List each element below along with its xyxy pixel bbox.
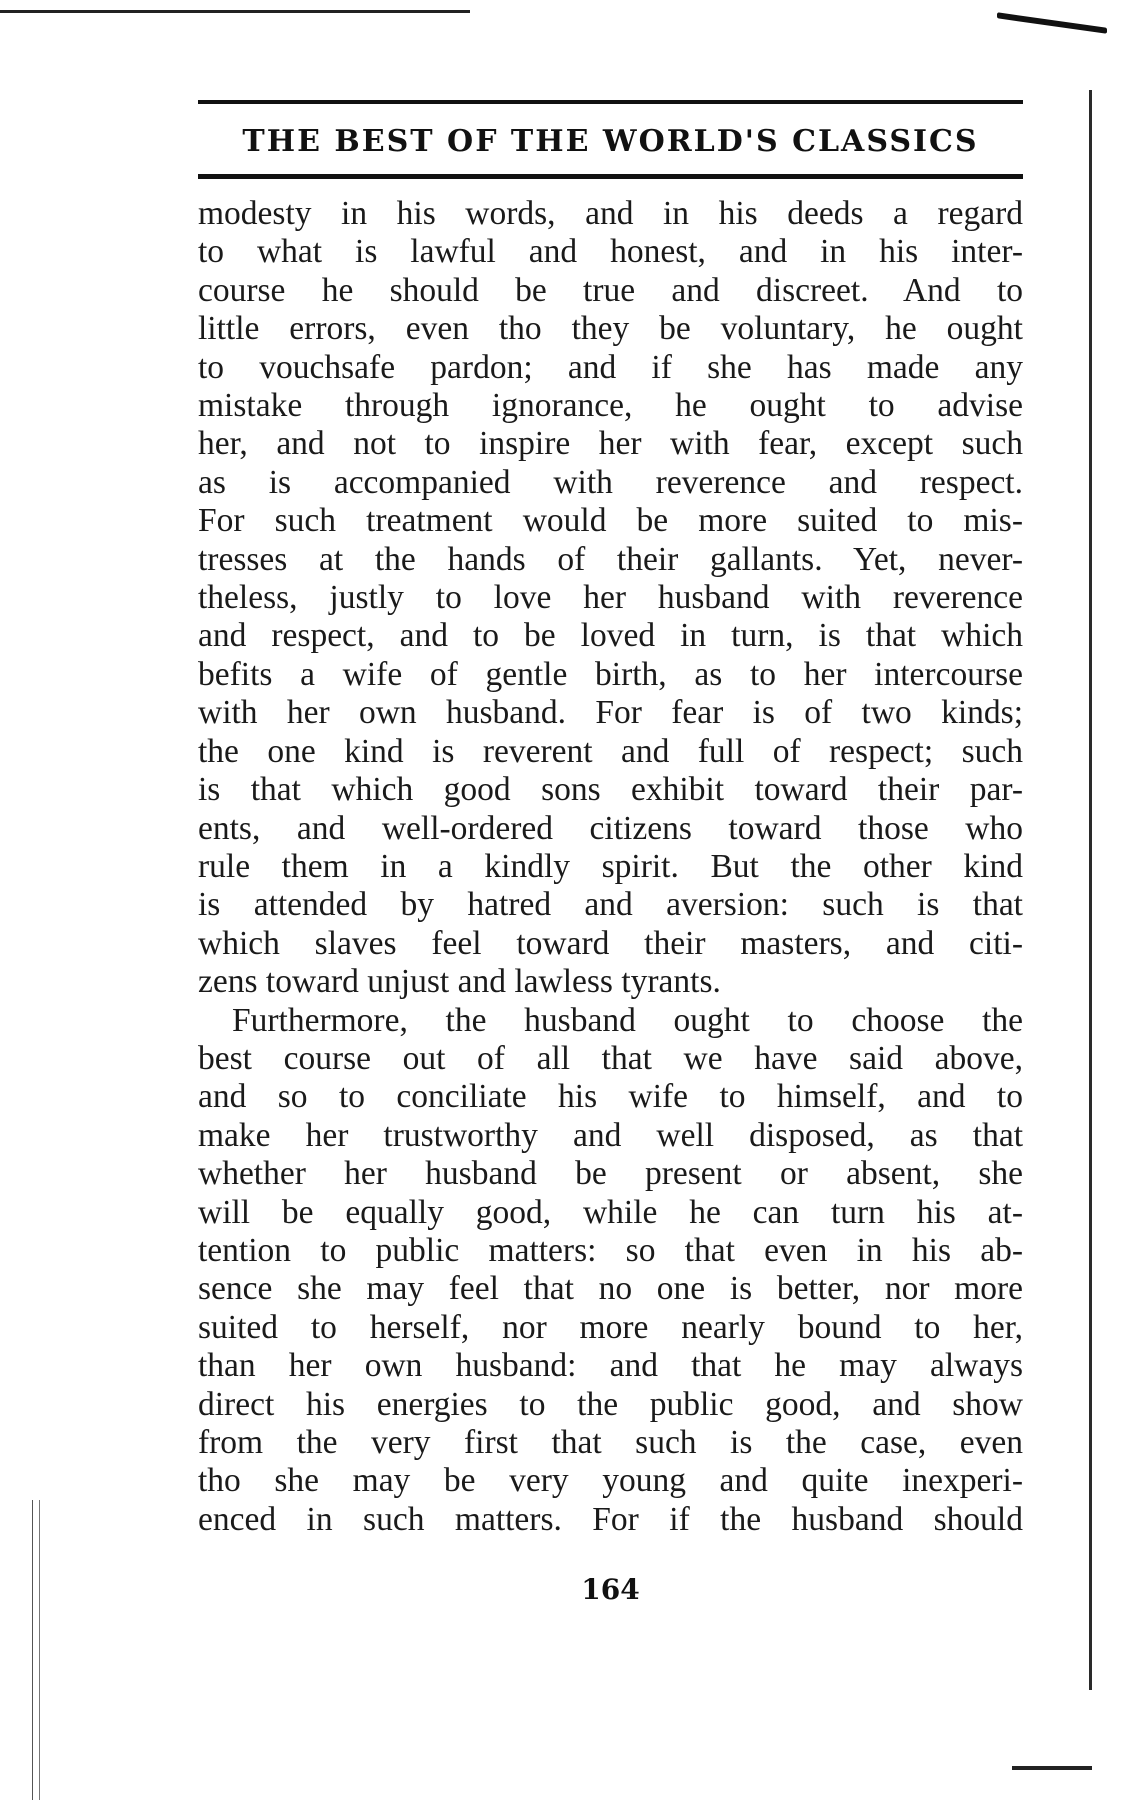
text-line: tresses at the hands of their gallants. Yet, never- xyxy=(198,540,1023,578)
text-line: her, and not to inspire her with fear, except such xyxy=(198,425,1023,463)
text-line: the one kind is reverent and full of respect; such xyxy=(198,732,1023,770)
text-line: befits a wife of gentle birth, as to her intercourse xyxy=(198,655,1023,693)
text-line: sence she may feel that no one is better, nor more xyxy=(198,1270,1023,1308)
text-line: best course out of all that we have said above, xyxy=(198,1039,1023,1077)
paragraph xyxy=(198,1002,1023,1540)
text-line: course he should be true and discreet. And to xyxy=(198,271,1023,309)
scan-right-border xyxy=(1089,90,1092,1690)
text-line: make her trustworthy and well disposed, as that xyxy=(198,1116,1023,1154)
text-line: tho she may be very young and quite inexperi- xyxy=(198,1462,1023,1500)
scan-left-marks xyxy=(32,1500,40,1800)
text-line: is attended by hatred and aversion: such is that xyxy=(198,886,1023,924)
text-line: ents, and well-ordered citizens toward those who xyxy=(198,809,1023,847)
text-line: is that which good sons exhibit toward their par- xyxy=(198,771,1023,809)
text-line: to what is lawful and honest, and in his inter- xyxy=(198,233,1023,271)
scan-bottom-mark xyxy=(1012,1766,1092,1770)
header-rule-top xyxy=(198,100,1023,104)
text-line: and so to conciliate his wife to himself, and to xyxy=(198,1078,1023,1116)
text-line: enced in such matters. For if the husband should xyxy=(198,1500,1023,1538)
header-rule-bottom xyxy=(198,174,1023,179)
paragraph xyxy=(198,195,1023,1002)
text-line: to vouchsafe pardon; and if she has made any xyxy=(198,348,1023,386)
text-line: suited to herself, nor more nearly bound to her, xyxy=(198,1308,1023,1346)
text-line: from the very first that such is the case, even xyxy=(198,1424,1023,1461)
running-head: THE BEST OF THE WORLD'S CLASSICS xyxy=(242,124,979,159)
scan-edge-top xyxy=(0,10,470,13)
page-number: 164 xyxy=(581,1573,640,1607)
text-line: tention to public matters: so that even in his ab- xyxy=(198,1231,1023,1269)
text-line: than her own husband: and that he may always xyxy=(198,1347,1023,1385)
text-line: Furthermore, the husband ought to choose the xyxy=(232,1001,1023,1039)
body-text xyxy=(198,195,1023,1539)
text-line: For such treatment would be more suited to mis- xyxy=(198,502,1023,540)
book-page xyxy=(198,100,1023,1606)
text-line: modesty in his words, and in his deeds a regard xyxy=(198,195,1023,232)
text-line: as is accompanied with reverence and respect. xyxy=(198,463,1023,501)
text-line: which slaves feel toward their masters, and citi- xyxy=(198,924,1023,962)
text-line: whether her husband be present or absent, she xyxy=(198,1155,1023,1193)
text-line: direct his energies to the public good, and show xyxy=(198,1385,1023,1423)
text-line: zens toward unjust and lawless tyrants. xyxy=(198,963,721,1001)
text-line: and respect, and to be loved in turn, is that which xyxy=(198,617,1023,655)
text-line: rule them in a kindly spirit. But the other kind xyxy=(198,847,1023,885)
scan-edge-mark xyxy=(997,12,1107,33)
text-line: theless, justly to love her husband with reverence xyxy=(198,579,1023,617)
text-line: mistake through ignorance, he ought to advise xyxy=(198,387,1023,425)
text-line: little errors, even tho they be voluntary, he ought xyxy=(198,310,1023,348)
text-line: with her own husband. For fear is of two kinds; xyxy=(198,694,1023,732)
text-line: will be equally good, while he can turn his at- xyxy=(198,1193,1023,1231)
